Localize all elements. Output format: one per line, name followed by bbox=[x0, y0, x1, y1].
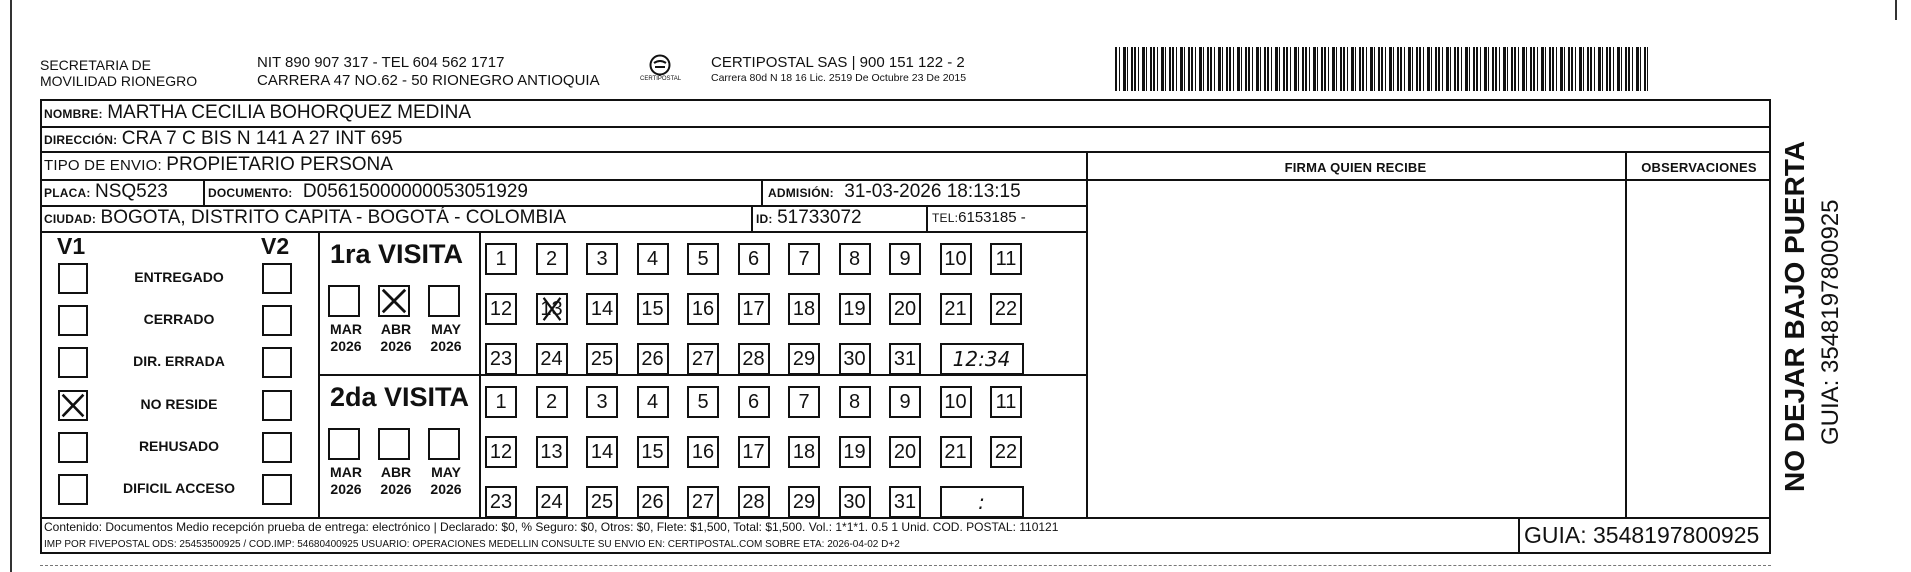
day-box[interactable]: 2 bbox=[536, 243, 568, 275]
top-right-edge-line bbox=[1895, 0, 1897, 20]
id-label: ID: bbox=[756, 212, 773, 226]
month-year: 2026 bbox=[380, 338, 412, 354]
month-checkbox[interactable] bbox=[328, 428, 360, 460]
imp-text: IMP POR FIVEPOSTAL ODS: 25453500925 / COD.IMP: 54680400925 USUARIO: OPERACIONES MEDELLIN CONSULTE SU ENVIO EN: CERTIPOSTAL.COM SOBRE ETA: 2026-04-02 D+2 bbox=[44, 539, 900, 550]
side-guia: GUIA: 3548197800925 bbox=[1817, 199, 1844, 445]
day-box[interactable]: 15 bbox=[637, 293, 669, 325]
row-divider bbox=[40, 151, 1771, 153]
left-edge-line bbox=[10, 0, 12, 572]
day-box[interactable]: 17 bbox=[738, 436, 770, 468]
day-box[interactable]: 13 bbox=[536, 293, 568, 325]
v1-checkbox[interactable] bbox=[58, 432, 88, 463]
footer-guia-divider bbox=[1518, 517, 1520, 554]
cell-divider bbox=[203, 179, 205, 205]
visit-title: 2da VISITA bbox=[330, 382, 470, 412]
documento-label: DOCUMENTO: bbox=[208, 186, 293, 200]
org-contact bbox=[257, 54, 600, 90]
day-box[interactable]: 19 bbox=[839, 436, 871, 468]
day-box[interactable]: 25 bbox=[586, 343, 618, 375]
day-box[interactable]: 30 bbox=[839, 343, 871, 375]
day-box[interactable]: 27 bbox=[687, 343, 719, 375]
day-box[interactable]: 3 bbox=[586, 243, 618, 275]
day-box[interactable]: 10 bbox=[940, 386, 972, 418]
cell-divider bbox=[761, 179, 763, 205]
org-line2: MOVILIDAD RIONEGRO bbox=[40, 73, 198, 89]
logo-caption: CERTIPOSTAL bbox=[640, 76, 682, 82]
day-box[interactable]: 18 bbox=[788, 436, 820, 468]
company-line: CERTIPOSTAL SAS | 900 151 122 - 2 bbox=[711, 54, 965, 71]
v2-checkbox[interactable] bbox=[262, 432, 292, 463]
month-year: 2026 bbox=[330, 338, 362, 354]
month-year: 2026 bbox=[330, 481, 362, 497]
nit-line: NIT 890 907 317 - TEL 604 562 1717 bbox=[257, 54, 505, 71]
bottom-edge-line bbox=[40, 565, 1771, 566]
ciudad-cell bbox=[44, 207, 566, 230]
day-box[interactable]: 12 bbox=[485, 293, 517, 325]
direccion-row bbox=[44, 128, 402, 151]
day-box[interactable]: 11 bbox=[990, 243, 1022, 275]
day-box[interactable]: 1 bbox=[485, 243, 517, 275]
tipo-row bbox=[44, 154, 393, 177]
certipostal-logo-icon bbox=[640, 54, 680, 88]
day-box[interactable]: 21 bbox=[940, 293, 972, 325]
v2-checkbox[interactable] bbox=[262, 474, 292, 505]
month-year: 2026 bbox=[430, 481, 462, 497]
guia-box: GUIA: 3548197800925 bbox=[1524, 522, 1760, 548]
tel-cell bbox=[932, 207, 1026, 229]
day-box[interactable]: 23 bbox=[485, 343, 517, 375]
tipo-label: TIPO DE ENVIO: bbox=[44, 157, 162, 174]
day-box[interactable]: 16 bbox=[687, 293, 719, 325]
day-box[interactable]: 1 bbox=[485, 386, 517, 418]
month-name: ABR bbox=[380, 464, 412, 480]
month-label bbox=[324, 464, 368, 498]
month-label bbox=[374, 464, 418, 498]
company-info bbox=[711, 54, 966, 85]
month-checkbox[interactable] bbox=[378, 428, 410, 460]
month-name: MAY bbox=[431, 321, 461, 337]
month-checkbox[interactable] bbox=[428, 285, 460, 317]
nombre-value: MARTHA CECILIA BOHORQUEZ MEDINA bbox=[107, 102, 472, 123]
month-name: ABR bbox=[380, 321, 412, 337]
day-box[interactable]: 5 bbox=[687, 243, 719, 275]
direccion-value: CRA 7 C BIS N 141 A 27 INT 695 bbox=[121, 128, 403, 149]
day-box[interactable]: 28 bbox=[738, 343, 770, 375]
time-field[interactable]: : bbox=[940, 486, 1024, 518]
day-box[interactable]: 24 bbox=[536, 486, 568, 518]
observaciones-header: OBSERVACIONES bbox=[1641, 160, 1757, 175]
v2-label: V2 bbox=[261, 233, 290, 259]
admision-cell bbox=[768, 181, 1021, 204]
day-box[interactable]: 13 bbox=[536, 436, 568, 468]
day-box[interactable]: 16 bbox=[687, 436, 719, 468]
tipo-value: PROPIETARIO PERSONA bbox=[166, 154, 393, 175]
tel-label: TEL: bbox=[932, 211, 959, 225]
month-checkbox[interactable] bbox=[328, 285, 360, 317]
org-name bbox=[40, 57, 197, 89]
month-year: 2026 bbox=[430, 338, 462, 354]
month-label bbox=[424, 464, 468, 498]
address-line: CARRERA 47 NO.62 - 50 RIONEGRO ANTIOQUIA bbox=[257, 72, 600, 89]
documento-cell bbox=[208, 181, 528, 204]
day-box[interactable]: 27 bbox=[687, 486, 719, 518]
ciudad-value: BOGOTA, DISTRITO CAPITA - BOGOTÁ - COLOMBIA bbox=[100, 207, 567, 228]
nombre-label: NOMBRE: bbox=[44, 107, 103, 121]
month-label bbox=[324, 321, 368, 355]
placa-label: PLACA: bbox=[44, 186, 91, 200]
day-box[interactable]: 19 bbox=[839, 293, 871, 325]
license-line: Carrera 80d N 18 16 Lic. 2519 De Octubre 23 De 2015 bbox=[711, 72, 967, 84]
status-divider bbox=[318, 231, 320, 517]
v1-checkbox[interactable] bbox=[58, 474, 88, 505]
day-box[interactable]: 25 bbox=[586, 486, 618, 518]
month-label bbox=[424, 321, 468, 355]
firma-header: FIRMA QUIEN RECIBE bbox=[1284, 160, 1427, 175]
status-option-label: DIFICIL ACCESO bbox=[122, 480, 235, 496]
day-box[interactable]: 26 bbox=[637, 343, 669, 375]
documento-value: D05615000000053051929 bbox=[302, 181, 528, 202]
id-cell bbox=[756, 207, 862, 230]
day-check-mark bbox=[538, 295, 566, 323]
ciudad-label: CIUDAD: bbox=[44, 212, 97, 226]
day-box[interactable]: 6 bbox=[738, 243, 770, 275]
nombre-row bbox=[44, 102, 471, 125]
month-checkbox[interactable] bbox=[428, 428, 460, 460]
day-box[interactable]: 20 bbox=[889, 436, 921, 468]
v1-label: V1 bbox=[57, 233, 86, 259]
month-name: MAR bbox=[330, 321, 362, 337]
day-box[interactable]: 8 bbox=[839, 243, 871, 275]
admision-value: 31-03-2026 18:13:15 bbox=[844, 181, 1021, 202]
month-year: 2026 bbox=[380, 481, 412, 497]
month-checkbox[interactable] bbox=[378, 285, 410, 317]
day-box[interactable]: 29 bbox=[788, 486, 820, 518]
day-box[interactable]: 14 bbox=[586, 436, 618, 468]
status-option-label: CERRADO bbox=[143, 311, 215, 327]
barcode bbox=[1115, 47, 1648, 91]
day-box[interactable]: 17 bbox=[738, 293, 770, 325]
day-box[interactable]: 26 bbox=[637, 486, 669, 518]
day-box[interactable]: 14 bbox=[586, 293, 618, 325]
id-value: 51733072 bbox=[777, 207, 862, 228]
tel-value: 6153185 - bbox=[958, 209, 1026, 226]
v2-checkbox[interactable] bbox=[262, 263, 292, 294]
day-box[interactable]: 29 bbox=[788, 343, 820, 375]
contenido-text: Contenido: Documentos Medio recepción prueba de entrega: electrónico | Declarado: $0, % Seguro: $0, Otros: $0, Flete: $1,500, Total: $1,500. Vol.: 1*1*1. 0.5 1 Unid. COD. POSTAL: 110121 bbox=[44, 520, 1059, 534]
v1-checkbox[interactable] bbox=[58, 305, 88, 336]
day-box[interactable]: 22 bbox=[990, 293, 1022, 325]
v2-checkbox[interactable] bbox=[262, 390, 292, 421]
v2-checkbox[interactable] bbox=[262, 305, 292, 336]
month-label bbox=[374, 321, 418, 355]
time-field[interactable]: 12:34 bbox=[940, 343, 1024, 375]
direccion-label: DIRECCIÓN: bbox=[44, 133, 118, 147]
day-box[interactable]: 28 bbox=[738, 486, 770, 518]
no-dejar-warning: NO DEJAR BAJO PUERTA bbox=[1779, 140, 1810, 492]
day-box[interactable]: 10 bbox=[940, 243, 972, 275]
v1-checkbox[interactable] bbox=[58, 263, 88, 294]
day-box[interactable]: 6 bbox=[738, 386, 770, 418]
day-box[interactable]: 4 bbox=[637, 386, 669, 418]
day-box[interactable]: 23 bbox=[485, 486, 517, 518]
v2-checkbox[interactable] bbox=[262, 347, 292, 378]
org-line1: SECRETARIA DE bbox=[40, 57, 151, 73]
day-box[interactable]: 2 bbox=[536, 386, 568, 418]
day-box[interactable]: 18 bbox=[788, 293, 820, 325]
status-option-label: REHUSADO bbox=[138, 438, 220, 454]
status-option-label: ENTREGADO bbox=[134, 269, 224, 285]
day-box[interactable]: 7 bbox=[788, 243, 820, 275]
day-box[interactable]: 22 bbox=[990, 436, 1022, 468]
col-divider bbox=[1086, 151, 1088, 517]
visit-title: 1ra VISITA bbox=[330, 239, 464, 269]
day-box[interactable]: 20 bbox=[889, 293, 921, 325]
right-header-line bbox=[1086, 179, 1771, 181]
day-box[interactable]: 9 bbox=[889, 386, 921, 418]
day-box[interactable]: 5 bbox=[687, 386, 719, 418]
day-box[interactable]: 11 bbox=[990, 386, 1022, 418]
col-divider bbox=[1625, 151, 1627, 517]
month-name: MAY bbox=[431, 464, 461, 480]
day-box[interactable]: 31 bbox=[889, 486, 921, 518]
day-box[interactable]: 30 bbox=[839, 486, 871, 518]
day-box[interactable]: 21 bbox=[940, 436, 972, 468]
visit-divider-v bbox=[479, 231, 481, 517]
day-box[interactable]: 8 bbox=[839, 386, 871, 418]
day-box[interactable]: 3 bbox=[586, 386, 618, 418]
placa-value: NSQ523 bbox=[94, 181, 168, 202]
v1-checkbox[interactable] bbox=[58, 347, 88, 378]
placa-cell bbox=[44, 181, 168, 204]
admision-label: ADMISIÓN: bbox=[768, 186, 834, 200]
month-name: MAR bbox=[330, 464, 362, 480]
cell-divider bbox=[926, 205, 928, 231]
day-box[interactable]: 9 bbox=[889, 243, 921, 275]
day-box[interactable]: 12 bbox=[485, 436, 517, 468]
day-box[interactable]: 24 bbox=[536, 343, 568, 375]
status-option-label: DIR. ERRADA bbox=[133, 353, 225, 369]
day-box[interactable]: 4 bbox=[637, 243, 669, 275]
row-divider bbox=[40, 231, 1086, 233]
day-box[interactable]: 15 bbox=[637, 436, 669, 468]
day-box[interactable]: 31 bbox=[889, 343, 921, 375]
day-box[interactable]: 7 bbox=[788, 386, 820, 418]
status-option-label: NO RESIDE bbox=[140, 396, 218, 412]
cell-divider bbox=[751, 205, 753, 231]
v1-checkbox[interactable] bbox=[58, 390, 88, 421]
